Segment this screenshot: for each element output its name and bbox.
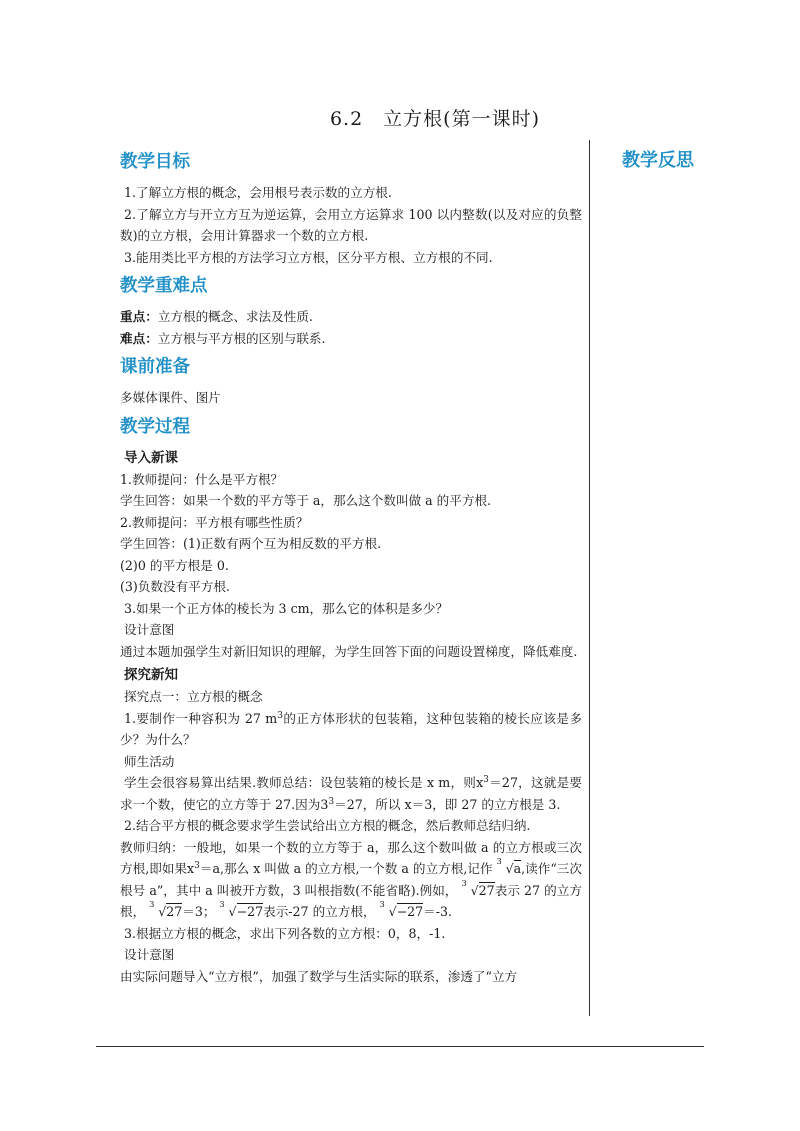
activity-text — [120, 772, 582, 815]
cube-root-a — [497, 858, 522, 880]
sum-sup: 3 — [194, 860, 200, 871]
hard-point — [120, 328, 582, 350]
root-index: 3 — [149, 900, 155, 909]
radical-sign: √ — [158, 904, 167, 919]
goals-heading: 教学目标 — [120, 152, 190, 172]
goal-item: 2.了解立方与开立方互为逆运算，会用立方运算求 100 以内整数(以及对应的负整数)的立方根，会用计算器求一个数的立方根. — [120, 206, 582, 243]
intro-line: 学生回答：(1)正数有两个互为相反数的平方根. — [120, 536, 382, 551]
intro-line: 通过本题加强学生对新旧知识的理解，为学生回答下面的问题设置梯度，降低难度. — [120, 643, 578, 659]
radicand: a — [513, 861, 522, 876]
radical-sign: √ — [505, 861, 514, 876]
radical-sign: √ — [470, 882, 479, 898]
main-column — [120, 144, 582, 987]
goal-item: 3.能用类比平方根的方法学习立方根，区分平方根、立方根的不同. — [124, 249, 493, 265]
reflection-heading: 教学反思 — [622, 150, 694, 171]
question-two: 2.结合平方根的概念要求学生尝试给出立方根的概念，然后教师总结归纳. — [124, 818, 531, 833]
radicand: 27 — [166, 904, 183, 919]
question-three: 3.根据立方根的概念，求出下列各数的立方根：0，8，-1. — [124, 925, 446, 941]
prep-text: 多媒体课件、图片 — [120, 390, 221, 405]
root-index: 3 — [219, 900, 225, 909]
radical-sign: √ — [388, 904, 397, 919]
sum-text-b: ＝a,那么 x 叫做 a 的立方根,一个数 a 的立方根,记作 — [199, 861, 493, 876]
hard-label: 难点： — [120, 330, 158, 346]
process-heading: 教学过程 — [120, 416, 190, 437]
cube-root-neg27 — [219, 901, 263, 923]
design-label: 设计意图 — [124, 947, 175, 962]
intro-line: 设计意图 — [124, 622, 175, 637]
goal-item: 1.了解立方根的概念，会用根号表示数的立方根. — [124, 185, 392, 200]
footer-rule — [96, 1046, 704, 1047]
act-sup-2: 3 — [328, 796, 335, 807]
intro-line: 学生回答：如果一个数的平方等于 a，那么这个数叫做 a 的平方根. — [120, 493, 492, 508]
sum-text-c: ,读作“三次根号 a”，其中 a 叫被开方数，3 叫根指数(不能省略).例如， — [120, 861, 582, 898]
cube-root-27 — [462, 880, 495, 902]
cube-root-27 — [149, 901, 182, 923]
explore-heading: 探究新知 — [124, 667, 178, 683]
key-point — [120, 306, 582, 328]
keypoints-heading: 教学重难点 — [120, 276, 208, 296]
q1-text-a: 1.要制作一种容积为 27 m — [124, 710, 278, 726]
radicand: −27 — [396, 904, 424, 919]
q1-text-b: 的正方体形状的包装箱，这种包装箱的棱长应该是多少？为什么？ — [120, 710, 583, 747]
act-sup-1: 3 — [483, 774, 489, 785]
root-index: 3 — [496, 857, 502, 866]
prep-heading: 课前准备 — [120, 357, 190, 377]
sum-text-e: ＝3； — [182, 904, 216, 919]
radicand: 27 — [478, 882, 495, 898]
key-label: 重点： — [120, 309, 158, 324]
sum-text-f: 表示-27 的立方根， — [263, 904, 376, 919]
sum-text-a: 教师归纳：一般地，如果一个数的立方等于 a，那么这个数叫做 a 的立方根或三次方根,即如果x — [120, 839, 582, 876]
intro-line: (2)0 的平方根是 0. — [120, 557, 229, 573]
hard-text: 立方根与平方根的区别与联系. — [157, 330, 326, 346]
point-one: 探究点一：立方根的概念 — [124, 689, 263, 704]
cube-root-neg27 — [380, 901, 424, 923]
root-index: 3 — [461, 878, 467, 888]
sum-text-d: 表示 27 的立方根， — [120, 882, 582, 919]
radical-sign: √ — [228, 904, 237, 919]
q1-sup: 3 — [277, 710, 283, 721]
activity-label: 师生活动 — [124, 753, 175, 769]
intro-line: 2.教师提问：平方根有哪些性质？ — [120, 514, 309, 530]
root-index: 3 — [379, 900, 385, 909]
key-text: 立方根的概念、求法及性质. — [157, 309, 313, 324]
page-title: 6.2 立方根(第一课时) — [329, 108, 541, 130]
act-text-c: ＝27，所以 x＝3，即 27 的立方根是 3. — [334, 796, 561, 812]
intro-line: 3.如果一个正方体的棱长为 3 cm，那么它的体积是多少？ — [124, 600, 449, 616]
intro-line: 1.教师提问：什么是平方根？ — [120, 471, 284, 487]
column-divider — [589, 140, 590, 1016]
definition-summary — [120, 837, 582, 923]
act-text-b: ＝27，这就是要求一个数，使它的立方等于 27.因为3 — [120, 775, 582, 812]
intro-heading: 导入新课 — [124, 449, 178, 466]
sum-text-g: ＝-3. — [423, 904, 453, 919]
radicand: −27 — [236, 904, 264, 919]
question-one — [120, 708, 582, 751]
intro-line: (3)负数没有平方根. — [120, 579, 230, 594]
act-text-a: 学生会很容易算出结果.教师总结：设包装箱的棱长是 x m，则x — [124, 775, 484, 790]
design-text: 由实际问题导入“立方根”，加强了数学与生活实际的联系，渗透了“立方 — [120, 968, 518, 984]
